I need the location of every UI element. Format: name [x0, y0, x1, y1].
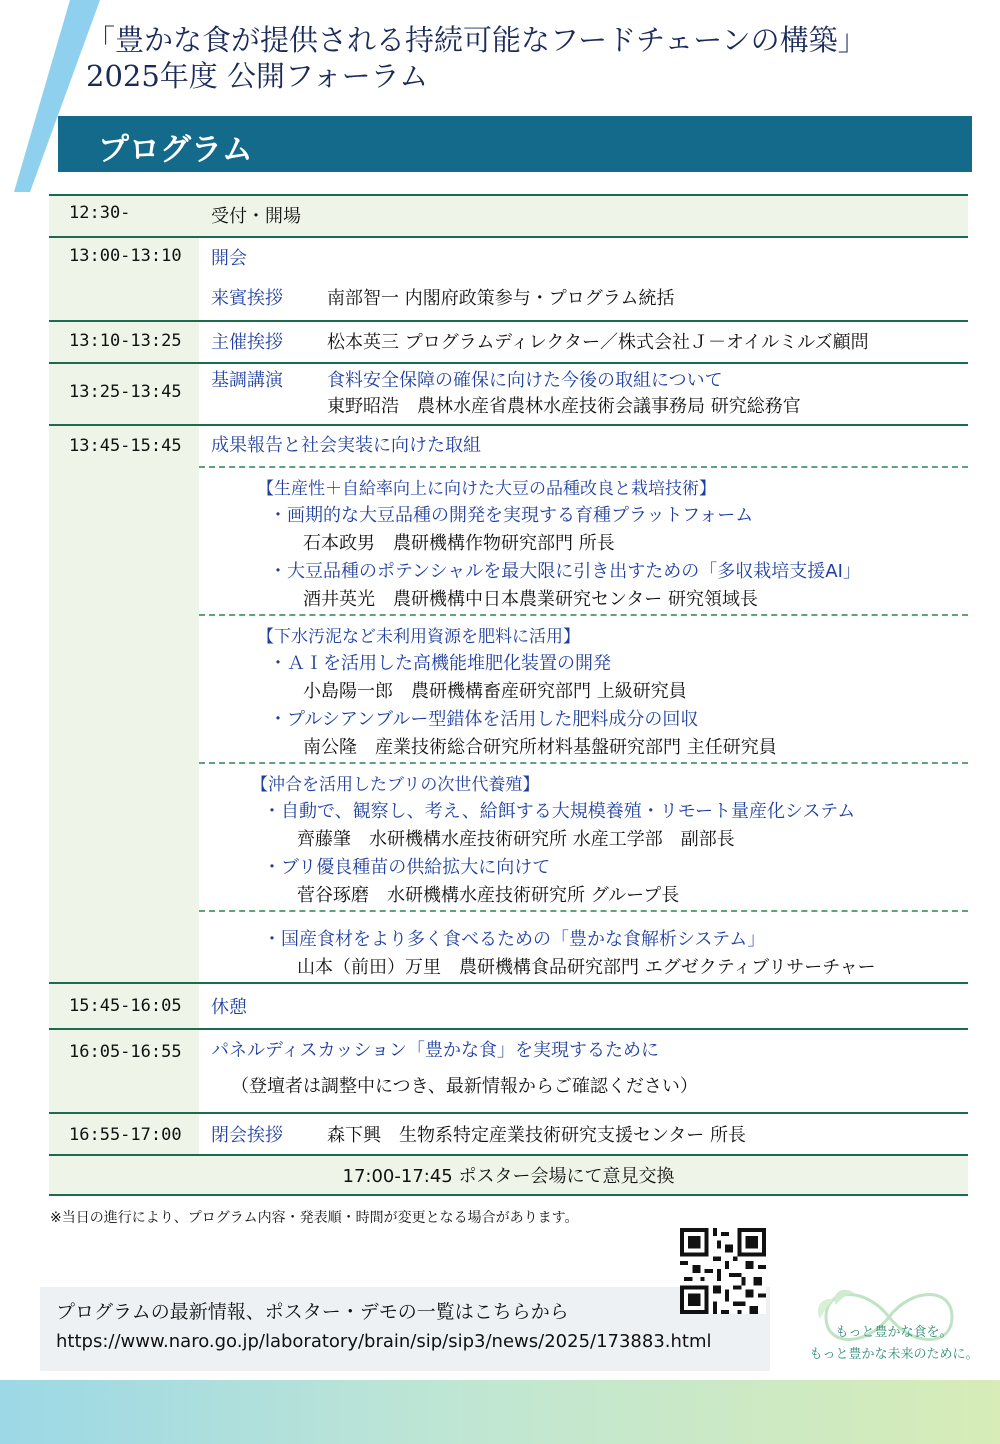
row-keynote — [49, 362, 968, 424]
poster-text: 17:00-17:45 ポスター会場にて意見交換 — [342, 1166, 675, 1187]
change-note: ※当日の進行により、プログラム内容・発表順・時間が変更となる場合があります。 — [50, 1210, 579, 1226]
analysis-topic: ・国産食材をより多く食べるための「豊かな食解析システム」 — [263, 929, 766, 950]
time-closing: 16:55-17:00 — [49, 1114, 199, 1154]
reception-label: 受付・開場 — [211, 206, 301, 227]
time-opening: 13:00-13:10 — [49, 238, 199, 320]
yellowtail-topic-2: ・ブリ優良種苗の供給拡大に向けて — [263, 857, 551, 878]
group-sludge-title: 【下水汚泥など未利用資源を肥料に活用】 — [257, 627, 580, 647]
group-yellowtail-title: 【沖合を活用したブリの次世代養殖】 — [251, 775, 540, 795]
time-panel: 16:05-16:55 — [49, 1030, 199, 1112]
time-host: 13:10-13:25 — [49, 322, 199, 362]
slogan — [806, 1322, 982, 1366]
closing-person: 森下興 生物系特定産業技術研究支援センター 所長 — [327, 1125, 746, 1146]
yellowtail-person-1: 齊藤肇 水研機構水産技術研究所 水産工学部 副部長 — [297, 829, 735, 850]
slogan-line-1: もっと豊かな食を。 — [835, 1325, 953, 1340]
title-line-2: 2025年度 公開フォーラム — [86, 59, 429, 93]
keynote-label: 基調講演 — [211, 370, 283, 391]
host-label: 主催挨拶 — [211, 332, 283, 353]
title-line-1: 「豊かな食が提供される持続可能なフードチェーンの構築」 — [86, 23, 867, 57]
soy-topic-2: ・大豆品種のポテンシャルを最大限に引き出すための「多収栽培支援AI」 — [269, 561, 861, 582]
info-box — [40, 1287, 770, 1371]
info-text: プログラムの最新情報、ポスター・デモの一覧はこちらから — [56, 1301, 569, 1323]
group-soy — [199, 468, 968, 614]
keynote-person: 東野昭浩 農林水産省農林水産技術会議事務局 研究総務官 — [327, 396, 801, 417]
qr-code-icon[interactable] — [680, 1228, 766, 1314]
guest-label: 来賓挨拶 — [211, 288, 283, 309]
row-panel — [49, 1028, 968, 1112]
time-results: 13:45-15:45 — [49, 426, 199, 982]
sludge-person-2: 南公隆 産業技術総合研究所材料基盤研究部門 主任研究員 — [303, 737, 777, 758]
sludge-person-1: 小島陽一郎 農研機構畜産研究部門 上級研究員 — [303, 681, 687, 702]
sludge-topic-2: ・プルシアンブルー型錯体を活用した肥料成分の回収 — [269, 709, 699, 730]
row-closing — [49, 1112, 968, 1154]
guest-person: 南部智一 内閣府政策参与・プログラム統括 — [327, 288, 675, 309]
sludge-topic-1: ・ＡＩを活用した高機能堆肥化装置の開発 — [269, 653, 611, 674]
yellowtail-person-2: 菅谷琢磨 水研機構水産技術研究所 グループ長 — [297, 885, 680, 906]
slogan-line-2: もっと豊かな未来のために。 — [809, 1347, 979, 1362]
panel-label: パネルディスカッション「豊かな食」を実現するために — [211, 1040, 660, 1061]
host-person: 松本英三 プログラムディレクター／株式会社Ｊ－オイルミルズ顧問 — [327, 332, 869, 353]
time-break: 15:45-16:05 — [49, 984, 199, 1028]
program-banner — [58, 116, 972, 172]
opening-label: 開会 — [211, 248, 247, 269]
soy-person-1: 石本政男 農研機構作物研究部門 所長 — [303, 533, 615, 554]
row-results — [49, 424, 968, 982]
info-url[interactable]: https://www.naro.go.jp/laboratory/brain/sip/sip3/news/2025/173883.html — [56, 1331, 712, 1352]
soy-person-2: 酒井英光 農研機構中日本農業研究センター 研究領域長 — [303, 589, 758, 610]
group-analysis — [199, 912, 968, 982]
time-keynote: 13:25-13:45 — [49, 364, 199, 424]
yellowtail-topic-1: ・自動で、観察し、考え、給餌する大規模養殖・リモート量産化システム — [263, 801, 856, 822]
page-title — [86, 22, 867, 94]
panel-note: （登壇者は調整中につき、最新情報からご確認ください） — [231, 1076, 698, 1097]
group-yellowtail — [199, 764, 968, 910]
row-poster — [49, 1154, 968, 1196]
soy-topic-1: ・画期的な大豆品種の開発を実現する育種プラットフォーム — [269, 505, 754, 526]
group-sludge — [199, 616, 968, 762]
schedule-table — [49, 194, 968, 1196]
row-host — [49, 320, 968, 362]
row-opening — [49, 236, 968, 320]
break-label: 休憩 — [211, 997, 247, 1018]
keynote-topic: 食料安全保障の確保に向けた今後の取組について — [327, 370, 723, 391]
analysis-person: 山本（前田）万里 農研機構食品研究部門 エグゼクティブリサーチャー — [297, 957, 876, 978]
row-break — [49, 982, 968, 1028]
time-reception: 12:30- — [49, 196, 199, 236]
closing-label: 閉会挨拶 — [211, 1125, 283, 1146]
group-soy-title: 【生産性＋自給率向上に向けた大豆の品種改良と栽培技術】 — [257, 479, 716, 499]
row-reception — [49, 194, 968, 236]
bottom-gradient-band — [0, 1380, 1000, 1444]
results-heading: 成果報告と社会実装に向けた取組 — [211, 435, 481, 456]
program-label: プログラム — [98, 132, 253, 168]
